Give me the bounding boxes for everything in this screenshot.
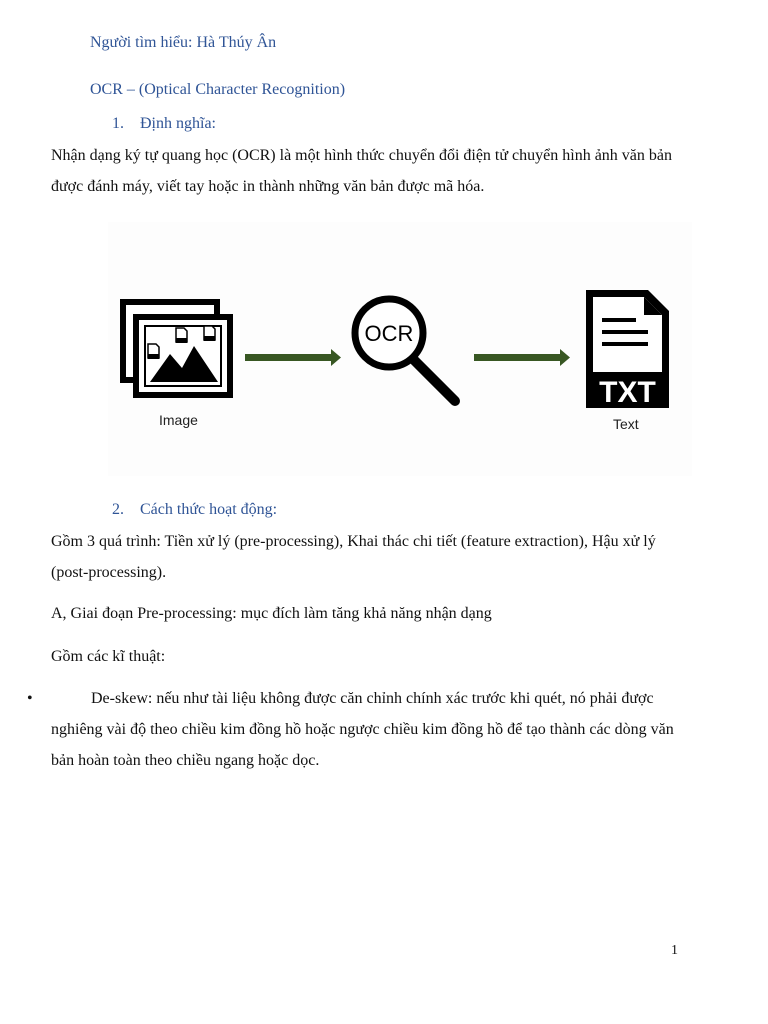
section2-number: 2. [112, 501, 124, 518]
paragraph-line: (post-processing). [51, 564, 167, 581]
techniques-intro: Gồm các kĩ thuật: [51, 648, 166, 665]
bullet-item [51, 683, 751, 776]
section1-heading [112, 115, 216, 133]
image-stack-icon [123, 302, 230, 395]
bullet-line: De-skew: nếu như tài liệu không được căn chỉnh chính xác trước khi quét, nó phải được [91, 690, 654, 707]
paragraph-line: Nhận dạng ký tự quang học (OCR) là một hình thức chuyển đổi điện tử chuyển hình ảnh văn bản [51, 147, 672, 164]
bullet-line: bản hoàn toàn theo chiều ngang hoặc dọc. [51, 752, 320, 769]
page-number: 1 [671, 943, 678, 958]
section2-heading [112, 501, 277, 519]
document-title: OCR – (Optical Character Recognition) [90, 81, 346, 98]
section1-paragraph [51, 140, 751, 202]
ocr-process-figure [108, 222, 692, 476]
paragraph-line: Gồm 3 quá trình: Tiền xử lý (pre-processing), Khai thác chi tiết (feature extraction), Hậu xử lý [51, 533, 656, 550]
magnifier-icon [355, 299, 455, 401]
text-label: Text [613, 416, 639, 432]
stage-a-line: A, Giai đoạn Pre-processing: mục đích làm tăng khả năng nhận dạng [51, 605, 492, 622]
arrow-right-icon [474, 349, 570, 366]
author-line: Người tìm hiểu: Hà Thúy Ân [90, 34, 277, 51]
arrow-right-icon [245, 349, 341, 366]
ocr-label: OCR [364, 321, 414, 346]
ocr-diagram-svg [108, 222, 692, 476]
section1-number: 1. [112, 115, 124, 132]
section1-title: Định nghĩa: [140, 115, 216, 132]
arrow-shaft [245, 354, 333, 361]
bullet-line: nghiêng vài độ theo chiều kim đồng hồ hoặc ngược chiều kim đồng hồ để tạo thành các dòng văn [51, 721, 674, 738]
section2-paragraph [51, 526, 751, 588]
section2-title: Cách thức hoạt động: [140, 501, 278, 518]
image-label: Image [159, 412, 198, 428]
txt-label: TXT [599, 376, 656, 409]
txt-document-icon [586, 290, 669, 409]
bullet-symbol: • [27, 690, 33, 707]
paragraph-line: được đánh máy, viết tay hoặc in thành những văn bản được mã hóa. [51, 178, 485, 195]
